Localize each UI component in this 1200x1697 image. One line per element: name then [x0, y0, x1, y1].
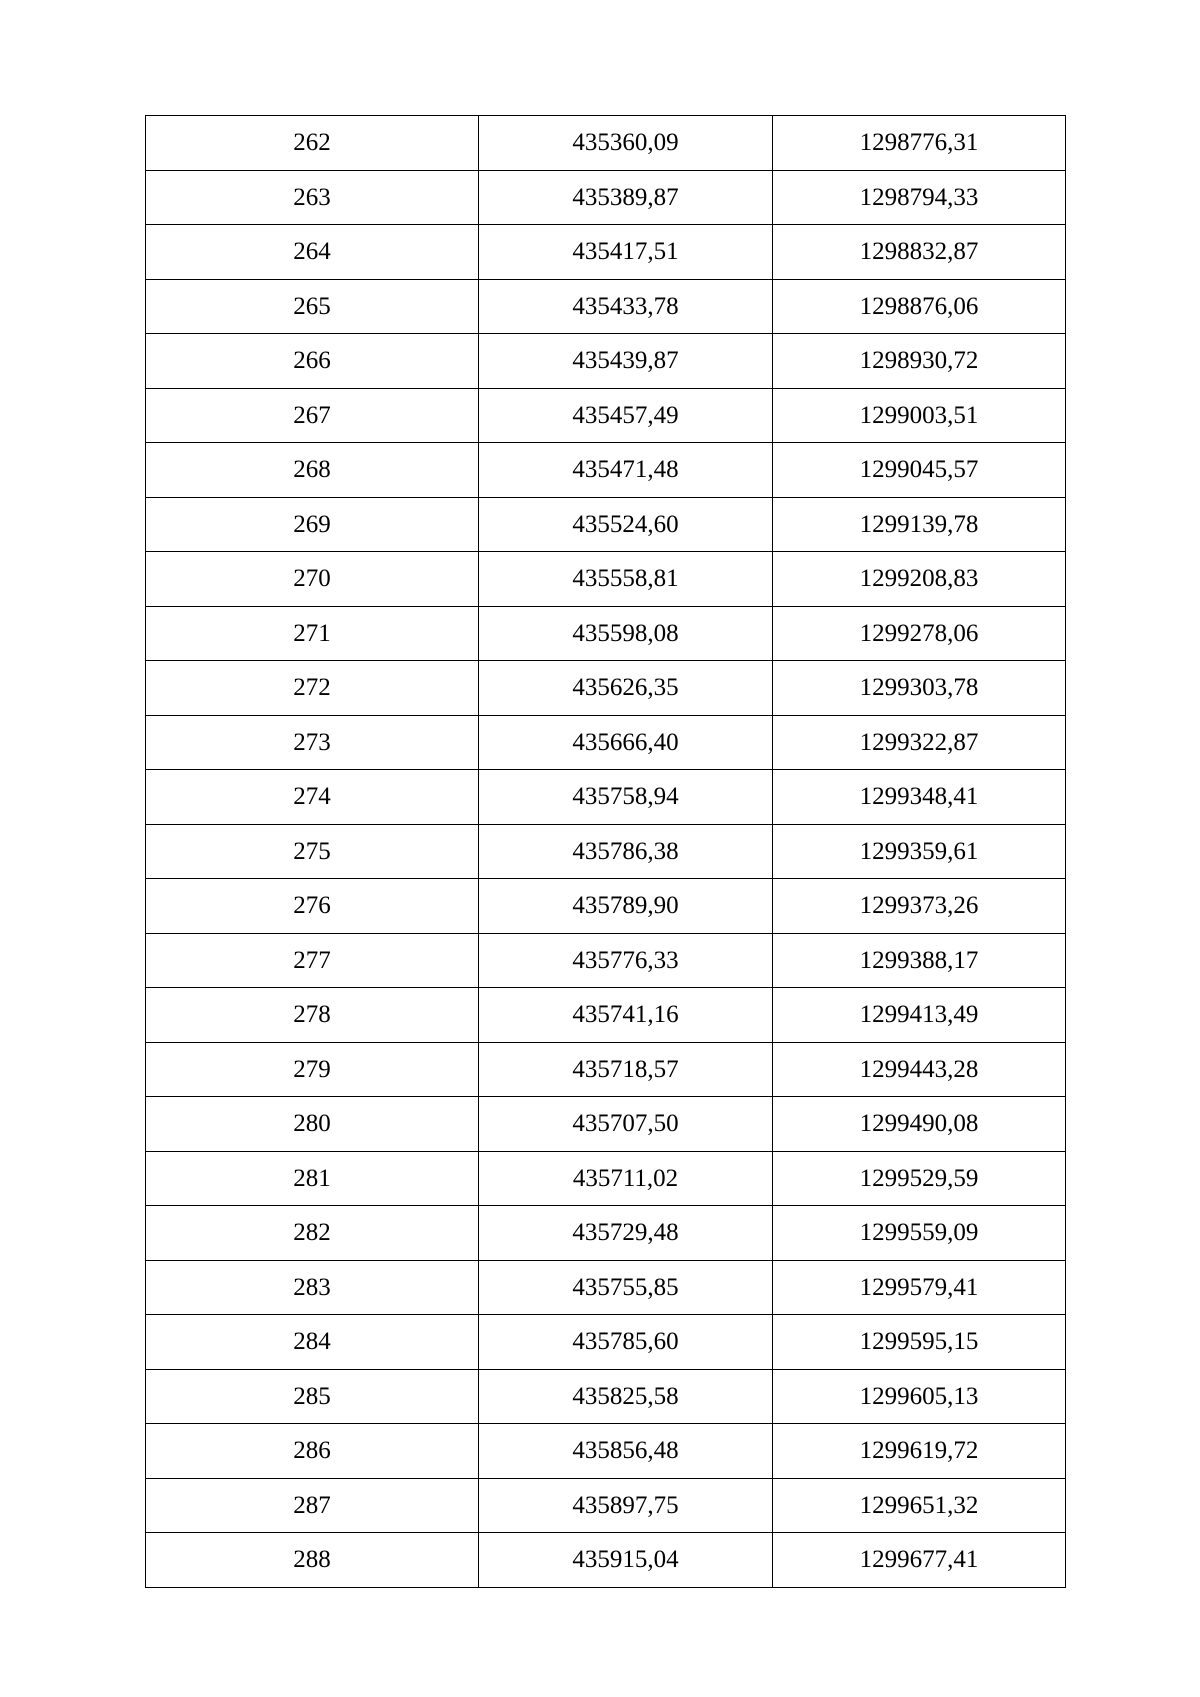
table-row — [146, 1424, 1066, 1479]
x-coordinate-cell: 435666,40 — [479, 715, 773, 770]
table-row — [146, 933, 1066, 988]
y-coordinate-cell: 1298776,31 — [773, 116, 1066, 171]
x-coordinate-cell: 435915,04 — [479, 1533, 773, 1588]
x-coordinate-cell: 435729,48 — [479, 1206, 773, 1261]
table-row — [146, 497, 1066, 552]
y-coordinate-cell: 1299529,59 — [773, 1151, 1066, 1206]
point-number-cell: 287 — [146, 1478, 479, 1533]
point-number-cell: 274 — [146, 770, 479, 825]
table-row — [146, 170, 1066, 225]
y-coordinate-cell: 1299278,06 — [773, 606, 1066, 661]
x-coordinate-cell: 435789,90 — [479, 879, 773, 934]
table-row — [146, 279, 1066, 334]
x-coordinate-cell: 435707,50 — [479, 1097, 773, 1152]
y-coordinate-cell: 1298876,06 — [773, 279, 1066, 334]
y-coordinate-cell: 1299373,26 — [773, 879, 1066, 934]
point-number-cell: 271 — [146, 606, 479, 661]
table-row — [146, 824, 1066, 879]
x-coordinate-cell: 435785,60 — [479, 1315, 773, 1370]
table-row — [146, 1042, 1066, 1097]
table-row — [146, 879, 1066, 934]
x-coordinate-cell: 435755,85 — [479, 1260, 773, 1315]
table-row — [146, 1315, 1066, 1370]
table-row — [146, 988, 1066, 1043]
x-coordinate-cell: 435776,33 — [479, 933, 773, 988]
point-number-cell: 281 — [146, 1151, 479, 1206]
coordinates-table — [145, 115, 1066, 1588]
point-number-cell: 270 — [146, 552, 479, 607]
table-row — [146, 116, 1066, 171]
table-row — [146, 552, 1066, 607]
table-row — [146, 715, 1066, 770]
x-coordinate-cell: 435471,48 — [479, 443, 773, 498]
y-coordinate-cell: 1299677,41 — [773, 1533, 1066, 1588]
point-number-cell: 284 — [146, 1315, 479, 1370]
x-coordinate-cell: 435389,87 — [479, 170, 773, 225]
x-coordinate-cell: 435711,02 — [479, 1151, 773, 1206]
point-number-cell: 282 — [146, 1206, 479, 1261]
x-coordinate-cell: 435741,16 — [479, 988, 773, 1043]
point-number-cell: 277 — [146, 933, 479, 988]
point-number-cell: 265 — [146, 279, 479, 334]
point-number-cell: 285 — [146, 1369, 479, 1424]
x-coordinate-cell: 435626,35 — [479, 661, 773, 716]
point-number-cell: 280 — [146, 1097, 479, 1152]
x-coordinate-cell: 435758,94 — [479, 770, 773, 825]
x-coordinate-cell: 435786,38 — [479, 824, 773, 879]
table-row — [146, 1478, 1066, 1533]
y-coordinate-cell: 1299139,78 — [773, 497, 1066, 552]
point-number-cell: 272 — [146, 661, 479, 716]
table-row — [146, 334, 1066, 389]
table-row — [146, 1097, 1066, 1152]
point-number-cell: 267 — [146, 388, 479, 443]
y-coordinate-cell: 1299595,15 — [773, 1315, 1066, 1370]
point-number-cell: 264 — [146, 225, 479, 280]
point-number-cell: 279 — [146, 1042, 479, 1097]
x-coordinate-cell: 435457,49 — [479, 388, 773, 443]
x-coordinate-cell: 435856,48 — [479, 1424, 773, 1479]
y-coordinate-cell: 1299322,87 — [773, 715, 1066, 770]
y-coordinate-cell: 1299359,61 — [773, 824, 1066, 879]
x-coordinate-cell: 435825,58 — [479, 1369, 773, 1424]
y-coordinate-cell: 1299045,57 — [773, 443, 1066, 498]
y-coordinate-cell: 1299619,72 — [773, 1424, 1066, 1479]
y-coordinate-cell: 1299003,51 — [773, 388, 1066, 443]
y-coordinate-cell: 1298794,33 — [773, 170, 1066, 225]
y-coordinate-cell: 1299443,28 — [773, 1042, 1066, 1097]
y-coordinate-cell: 1299559,09 — [773, 1206, 1066, 1261]
y-coordinate-cell: 1299605,13 — [773, 1369, 1066, 1424]
table-row — [146, 1533, 1066, 1588]
point-number-cell: 273 — [146, 715, 479, 770]
point-number-cell: 269 — [146, 497, 479, 552]
table-row — [146, 225, 1066, 280]
y-coordinate-cell: 1298930,72 — [773, 334, 1066, 389]
y-coordinate-cell: 1299579,41 — [773, 1260, 1066, 1315]
table-row — [146, 1206, 1066, 1261]
x-coordinate-cell: 435360,09 — [479, 116, 773, 171]
point-number-cell: 288 — [146, 1533, 479, 1588]
y-coordinate-cell: 1299208,83 — [773, 552, 1066, 607]
table-row — [146, 1369, 1066, 1424]
point-number-cell: 276 — [146, 879, 479, 934]
x-coordinate-cell: 435439,87 — [479, 334, 773, 389]
x-coordinate-cell: 435433,78 — [479, 279, 773, 334]
point-number-cell: 283 — [146, 1260, 479, 1315]
table-row — [146, 606, 1066, 661]
y-coordinate-cell: 1299413,49 — [773, 988, 1066, 1043]
y-coordinate-cell: 1299303,78 — [773, 661, 1066, 716]
table-row — [146, 443, 1066, 498]
x-coordinate-cell: 435417,51 — [479, 225, 773, 280]
y-coordinate-cell: 1299651,32 — [773, 1478, 1066, 1533]
x-coordinate-cell: 435558,81 — [479, 552, 773, 607]
y-coordinate-cell: 1299490,08 — [773, 1097, 1066, 1152]
point-number-cell: 278 — [146, 988, 479, 1043]
y-coordinate-cell: 1299348,41 — [773, 770, 1066, 825]
x-coordinate-cell: 435524,60 — [479, 497, 773, 552]
table-row — [146, 1151, 1066, 1206]
point-number-cell: 266 — [146, 334, 479, 389]
y-coordinate-cell: 1298832,87 — [773, 225, 1066, 280]
table-row — [146, 770, 1066, 825]
x-coordinate-cell: 435598,08 — [479, 606, 773, 661]
point-number-cell: 263 — [146, 170, 479, 225]
point-number-cell: 275 — [146, 824, 479, 879]
y-coordinate-cell: 1299388,17 — [773, 933, 1066, 988]
point-number-cell: 262 — [146, 116, 479, 171]
table-row — [146, 661, 1066, 716]
table-row — [146, 1260, 1066, 1315]
point-number-cell: 286 — [146, 1424, 479, 1479]
table-row — [146, 388, 1066, 443]
coordinates-table-body — [146, 116, 1066, 1588]
point-number-cell: 268 — [146, 443, 479, 498]
x-coordinate-cell: 435718,57 — [479, 1042, 773, 1097]
x-coordinate-cell: 435897,75 — [479, 1478, 773, 1533]
